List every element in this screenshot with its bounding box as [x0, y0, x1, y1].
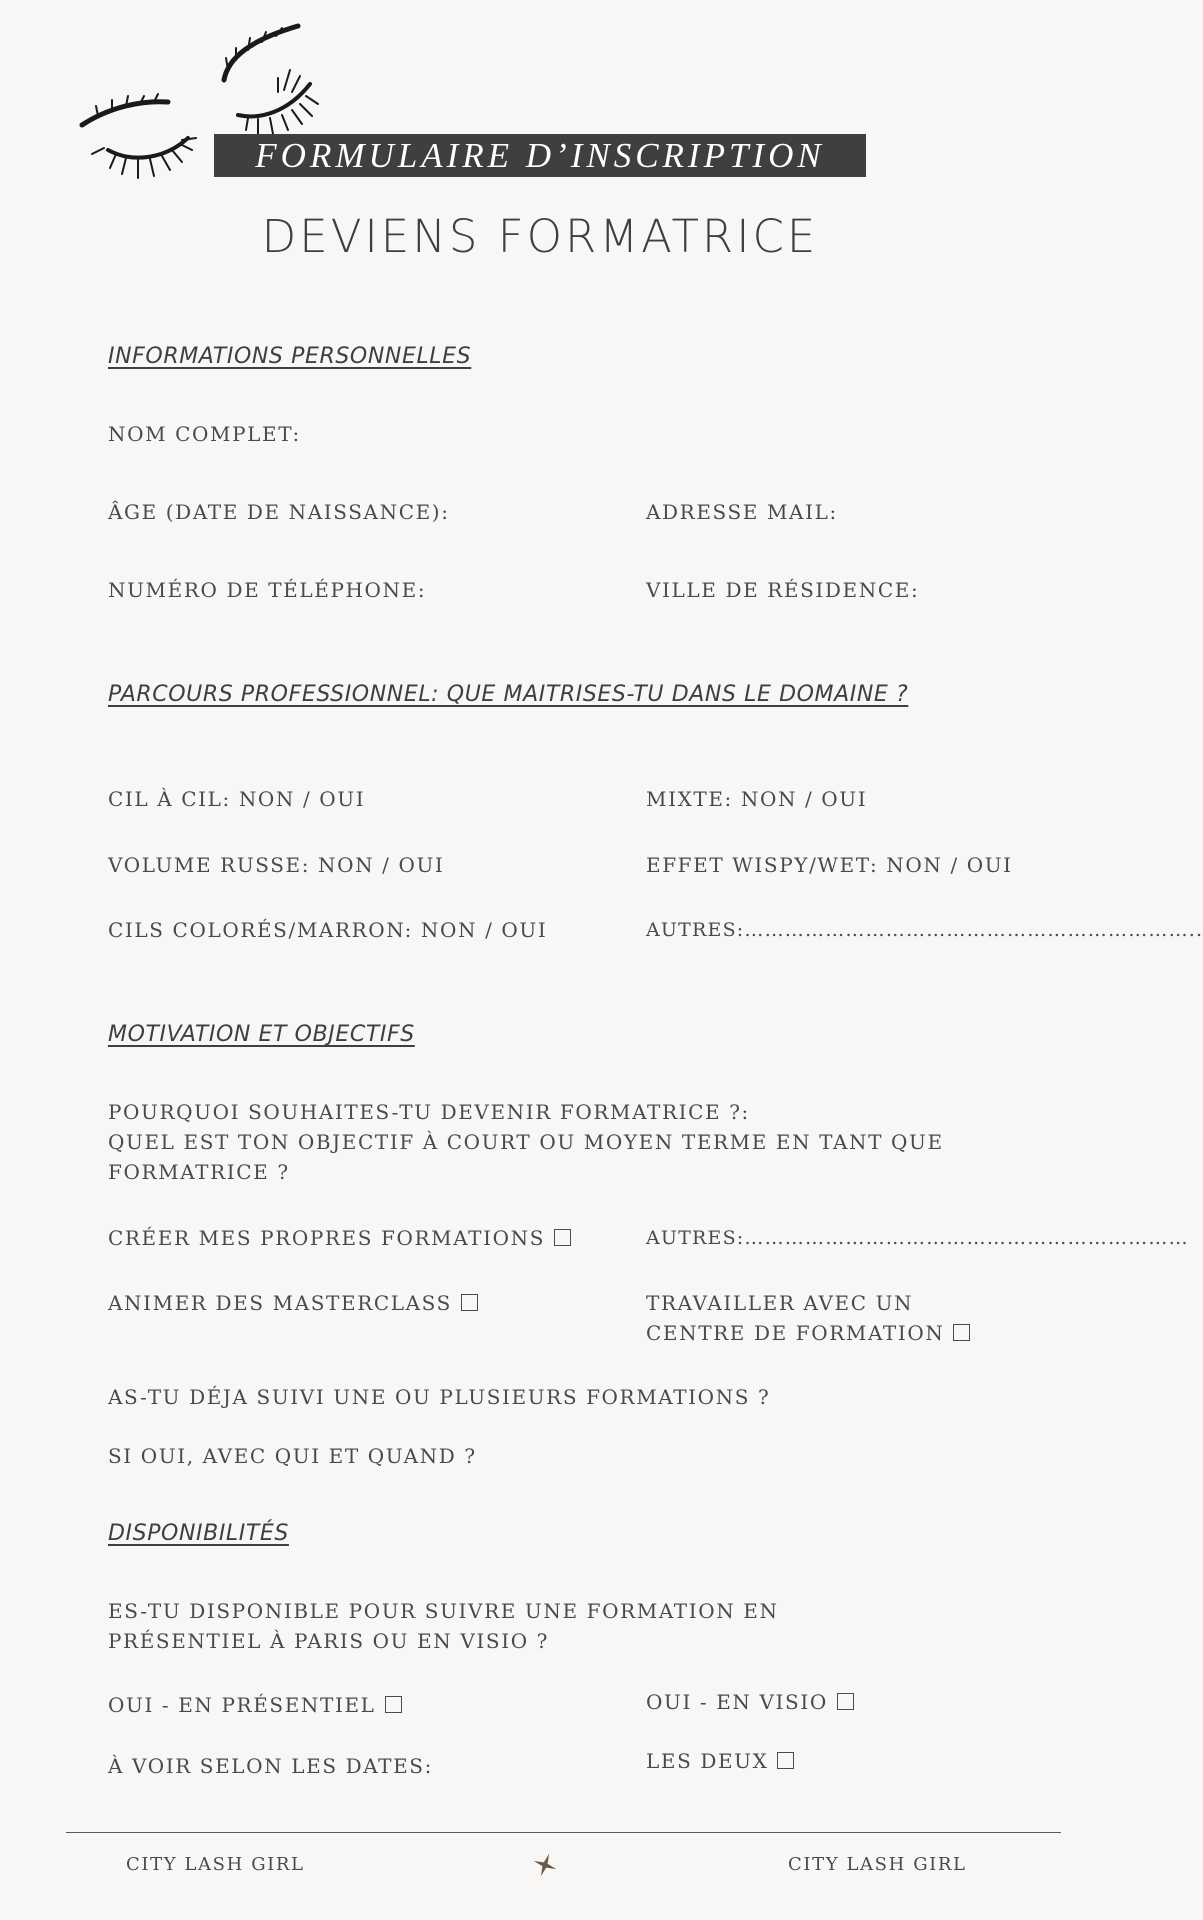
field-ville[interactable]: VILLE DE RÉSIDENCE: [646, 578, 920, 602]
field-age[interactable]: ÂGE (DATE DE NAISSANCE): [108, 500, 450, 524]
checkbox[interactable] [385, 1696, 402, 1713]
question-pourquoi: POURQUOI SOUHAITES-TU DEVENIR FORMATRICE ?: [108, 1100, 750, 1124]
field-mixte[interactable]: MIXTE: NON / OUI [646, 787, 868, 811]
field-cils-colores[interactable]: CILS COLORÉS/MARRON: NON / OUI [108, 918, 548, 942]
page-title: DEVIENS FORMATRICE [261, 210, 819, 263]
field-autres-parcours[interactable]: AUTRES:………………………………………………………….. [646, 919, 1203, 941]
section-heading-dispo: DISPONIBILITÉS [108, 1521, 289, 1546]
section-heading-parcours: PARCOURS PROFESSIONNEL: QUE MAITRISES-TU DANS LE DOMAINE ? [108, 682, 909, 707]
option-animer-masterclass[interactable] [108, 1288, 478, 1318]
option-creer-formations[interactable] [108, 1223, 571, 1253]
footer-brand-left: CITY LASH GIRL [126, 1854, 305, 1875]
question-objectif-line2: FORMATRICE ? [108, 1160, 290, 1184]
section-heading-motivation: MOTIVATION ET OBJECTIFS [108, 1022, 415, 1047]
option-label: ANIMER DES MASTERCLASS [108, 1291, 452, 1315]
option-travailler-centre[interactable] [646, 1288, 970, 1348]
question-si-oui: SI OUI, AVEC QUI ET QUAND ? [108, 1444, 477, 1468]
field-selon-dates[interactable]: À VOIR SELON LES DATES: [108, 1754, 433, 1778]
checkbox[interactable] [461, 1294, 478, 1311]
option-label-line1: TRAVAILLER AVEC UN [646, 1291, 914, 1315]
footer-divider [66, 1832, 1061, 1833]
option-label: OUI - EN VISIO [646, 1690, 828, 1714]
option-label-line2: CENTRE DE FORMATION [646, 1321, 945, 1345]
option-visio[interactable] [646, 1687, 854, 1717]
question-objectif-line1: QUEL EST TON OBJECTIF À COURT OU MOYEN TERME EN TANT QUE [108, 1130, 944, 1154]
field-volume-russe[interactable]: VOLUME RUSSE: NON / OUI [108, 853, 445, 877]
question-dispo-line2: PRÉSENTIEL À PARIS OU EN VISIO ? [108, 1629, 549, 1653]
field-cil-a-cil[interactable]: CIL À CIL: NON / OUI [108, 787, 366, 811]
checkbox[interactable] [953, 1324, 970, 1341]
section-heading-personal: INFORMATIONS PERSONNELLES [108, 344, 472, 369]
option-les-deux[interactable] [646, 1746, 794, 1776]
field-nom-complet[interactable]: NOM COMPLET: [108, 422, 301, 446]
option-label: OUI - EN PRÉSENTIEL [108, 1693, 376, 1717]
field-autres-objectifs[interactable]: AUTRES:………………………………………………………… [646, 1227, 1189, 1249]
sparkle-icon [532, 1852, 558, 1878]
footer-brand-right: CITY LASH GIRL [788, 1854, 967, 1875]
field-effet-wispy[interactable]: EFFET WISPY/WET: NON / OUI [646, 853, 1013, 877]
option-label: LES DEUX [646, 1749, 769, 1773]
field-adresse-mail[interactable]: ADRESSE MAIL: [646, 500, 838, 524]
option-presentiel[interactable] [108, 1690, 402, 1720]
form-banner-title: FORMULAIRE D’INSCRIPTION [214, 134, 866, 177]
question-dispo-line1: ES-TU DISPONIBLE POUR SUIVRE UNE FORMATION EN [108, 1599, 779, 1623]
question-formations-suivies: AS-TU DÉJA SUIVI UNE OU PLUSIEURS FORMATIONS ? [108, 1385, 771, 1409]
option-label: CRÉER MES PROPRES FORMATIONS [108, 1226, 545, 1250]
field-telephone[interactable]: NUMÉRO DE TÉLÉPHONE: [108, 578, 427, 602]
checkbox[interactable] [837, 1693, 854, 1710]
checkbox[interactable] [554, 1229, 571, 1246]
checkbox[interactable] [777, 1752, 794, 1769]
